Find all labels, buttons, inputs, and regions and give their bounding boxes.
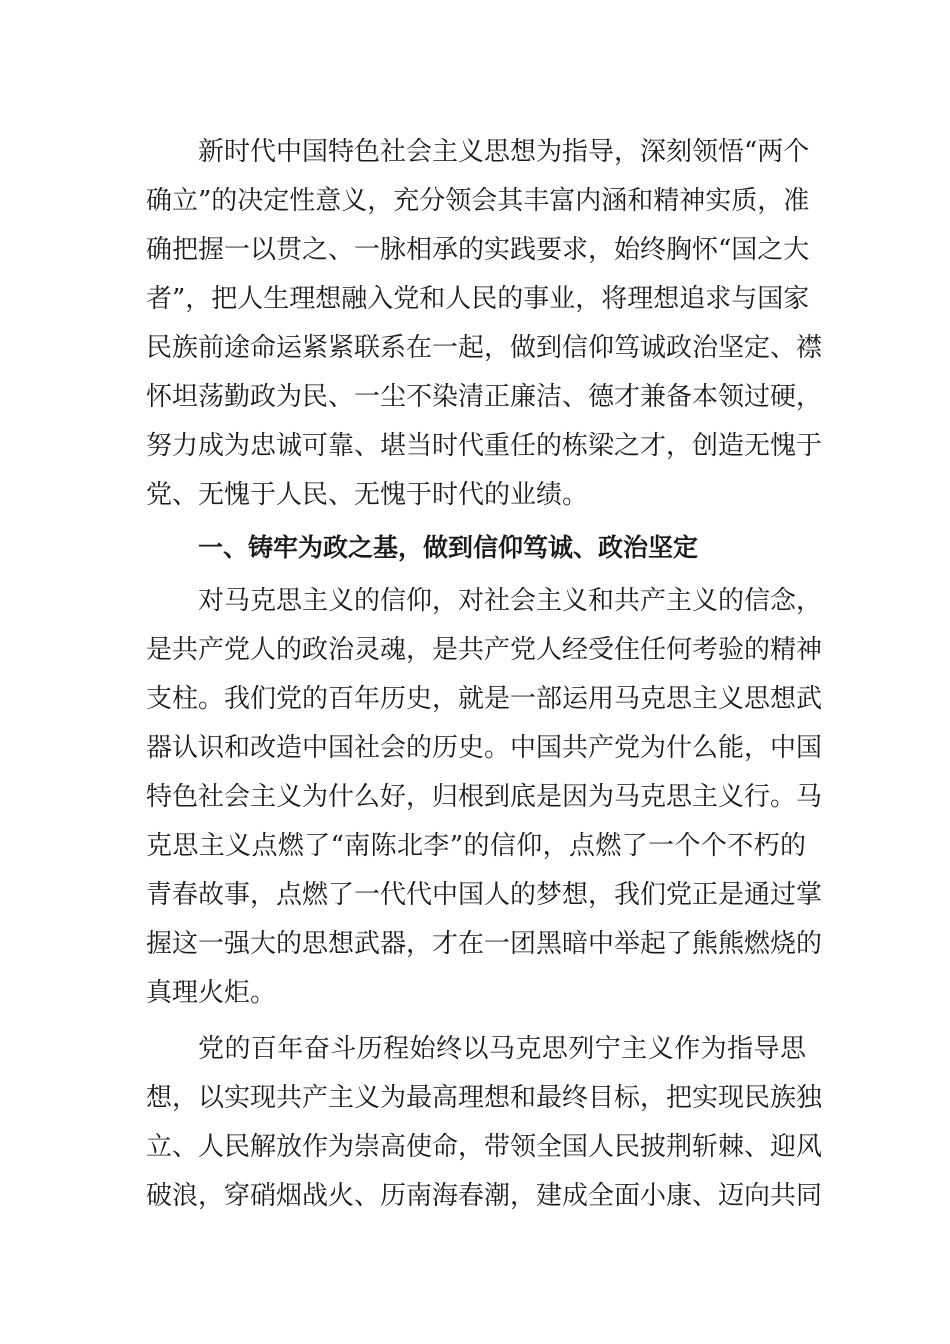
section-heading: 一、铸牢为政之基，做到信仰笃诚、政治坚定 <box>198 533 699 562</box>
paragraph-2-line: 特色社会主义为什么好，归根到底是因为马克思主义行。马 <box>146 782 823 812</box>
paragraph-1-line: 者”，把人生理想融入党和人民的事业，将理想追求与国家 <box>146 284 810 314</box>
paragraph-2-line: 克思主义点燃了“南陈北李”的信仰，点燃了一个个不朽的 <box>146 831 806 861</box>
paragraph-1-line: 党、无愧于人民、无愧于时代的业绩。 <box>146 480 589 510</box>
paragraph-2-line: 青春故事，点燃了一代代中国人的梦想，我们党正是通过掌 <box>146 880 823 910</box>
paragraph-2-line: 支柱。我们党的百年历史，就是一部运用马克思主义思想武 <box>146 684 823 714</box>
paragraph-2-line: 器认识和改造中国社会的历史。中国共产党为什么能，中国 <box>146 733 823 763</box>
paragraph-1-line: 确把握一以贯之、一脉相承的实践要求，始终胸怀“国之大 <box>146 235 810 265</box>
paragraph-1-line: 确立”的决定性意义，充分领会其丰富内涵和精神实质，准 <box>146 186 810 216</box>
paragraph-2-line: 真理火炬。 <box>146 978 277 1008</box>
paragraph-1-line: 怀坦荡勤政为民、一尘不染清正廉洁、德才兼备本领过硬， <box>146 382 823 412</box>
paragraph-2-line: 握这一强大的思想武器，才在一团黑暗中举起了熊熊燃烧的 <box>146 929 823 959</box>
paragraph-3-line: 立、人民解放作为崇高使命，带领全国人民披荆斩棘、迎风 <box>146 1132 823 1162</box>
paragraph-1-line: 民族前途命运紧紧联系在一起，做到信仰笃诚政治坚定、襟 <box>146 333 823 363</box>
paragraph-3-line: 破浪，穿硝烟战火、历南海春潮，建成全面小康、迈向共同 <box>146 1181 823 1211</box>
paragraph-1-line: 新时代中国特色社会主义思想为指导，深刻领悟“两个 <box>198 137 810 167</box>
paragraph-2-line: 对马克思主义的信仰，对社会主义和共产主义的信念， <box>198 586 823 616</box>
paragraph-3-line: 想，以实现共产主义为最高理想和最终目标，把实现民族独 <box>146 1083 823 1113</box>
paragraph-1-line: 努力成为忠诚可靠、堪当时代重任的栋梁之才，创造无愧于 <box>146 431 823 461</box>
paragraph-2-line: 是共产党人的政治灵魂，是共产党人经受住任何考验的精神 <box>146 635 823 665</box>
paragraph-3-line: 党的百年奋斗历程始终以马克思列宁主义作为指导思 <box>198 1034 806 1064</box>
